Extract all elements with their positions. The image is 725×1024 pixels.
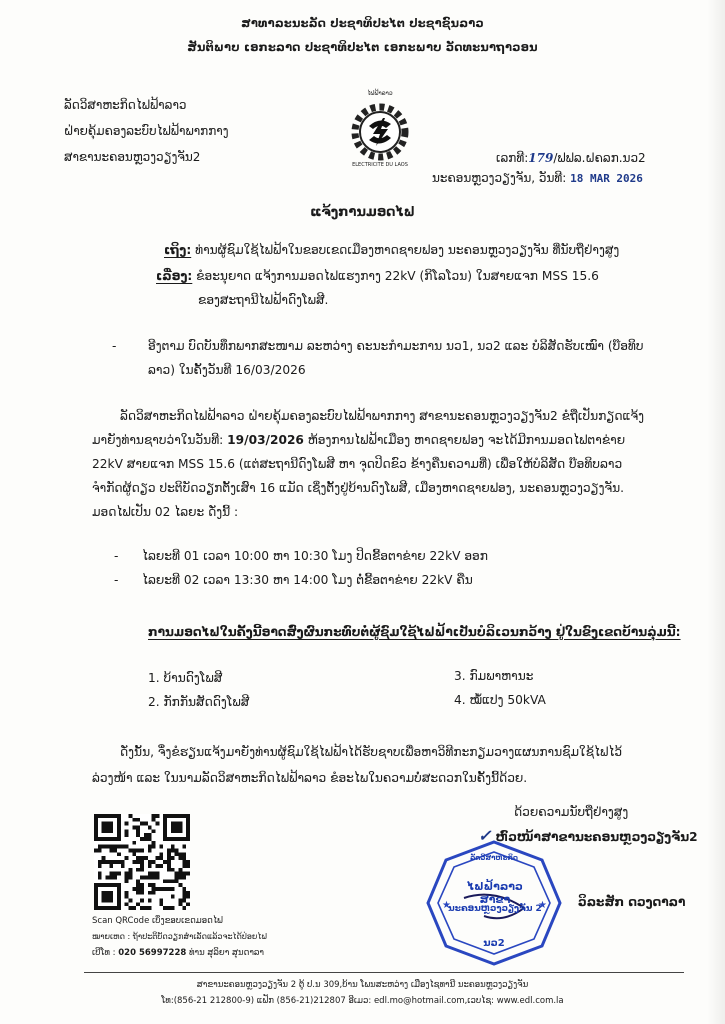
closing-line2: ລ່ວງໜ້າ ແລະ ໃນນາມລັດວິສາຫະກິດໄຟຟ້າລາວ ຂໍອະໄພໃນຄວາມບໍ່ສະດວກໃນຄັ້ງນີ້ດ້ວຍ. bbox=[92, 771, 528, 785]
body-line5: ມອດໄຟເປັນ 02 ໄລຍະ ດັ່ງນີ້ : bbox=[92, 505, 239, 519]
reference-date bbox=[432, 166, 643, 191]
to-text: ທ່ານຜູ້ຊົມໃຊ້ໄຟຟ້າໃນຂອບເຂດເມືອງຫາດຊາຍຟອງ ນະຄອນຫຼວງວຽງຈັນ ທີ່ນັບຖືຢ່າງສູງ bbox=[195, 243, 620, 257]
stamp-line2: ນະຄອນຫຼວງວຽງຈັນ 2 bbox=[448, 904, 542, 914]
national-header-line2: ສັນຕິພາບ ເອກະລາດ ປະຊາທິປະໄຕ ເອກະພາບ ວັດທະນາຖາວອນ bbox=[187, 40, 538, 54]
qr-code-icon[interactable] bbox=[94, 814, 190, 910]
stamp-top-text: ລັດວິສາຫະກິດ bbox=[470, 854, 518, 862]
body-line3: 22kV ສາຍແຈກ MSS 15.6 (ແຕ່ສະຖານີດົງໂພສີ ຫາ ຈຸດປິດຂົວ ຂ້າງຄືນຄວາມທີ່) ເພື່ອໃຫ້ບໍລິສັດ ບ໊ອທິບລາວ bbox=[92, 457, 623, 471]
period-item: - bbox=[114, 549, 119, 563]
logo-top-text: ໄຟຟ້າລາວ bbox=[367, 90, 393, 97]
qr-phone: 020 56997228 bbox=[118, 948, 187, 958]
qr-caption-3 bbox=[92, 948, 264, 958]
signature-mark-icon: ✓ bbox=[478, 826, 492, 845]
page-edge-shadow bbox=[707, 0, 725, 1024]
footer-divider bbox=[84, 972, 684, 973]
reference-number-value: 179 bbox=[528, 151, 554, 165]
svg-text:★: ★ bbox=[442, 900, 451, 911]
body-line2-post: ຫ້ອງການໄຟຟ້າເມືອງ ຫາດຊາຍຟອງ ຈະໄດ້ມີການມອດໄຟຕາຂ່າຍ bbox=[303, 433, 626, 447]
affected-item-2: 2. ກັກກັນສັດດົງໂພສີ bbox=[148, 695, 250, 709]
reference-note-bullet: - bbox=[112, 339, 117, 353]
period-item-2: ໄລຍະທີ 02 ເວລາ 13:30 ຫາ 14:00 ໂມງ ຕໍ່ຂີ້ອຕາຂ່າຍ 22kV ຄືນ bbox=[142, 573, 473, 587]
subject-label: ເລື່ອງ: bbox=[156, 269, 193, 283]
to-line bbox=[164, 238, 619, 262]
official-stamp bbox=[424, 838, 564, 968]
reference-note-line2: ລາວ) ໃນຄັ້ງວັນທີ 16/03/2026 bbox=[148, 363, 306, 377]
affected-item-3: 3. ກົມພາຫານະ bbox=[454, 669, 534, 683]
closing-line1: ດັ່ງນັ້ນ, ຈຶ່ງຂໍຮຽນແຈ້ງມາຍັງທ່ານຜູ້ຊົມໃຊ້ໄຟຟ້າໄດ້ຮັບຊາບເພື່ອຫາວິທີກະກຽມວາງແຜນການຊົມໃຊ້ໄຟໄວ້ bbox=[120, 745, 623, 759]
department-line1: ລັດວິສາຫະກິດໄຟຟ້າລາວ bbox=[64, 98, 187, 112]
subject-text-line1: ຂໍອະນຸຍາດ ແຈ້ງການມອດໄຟແຮງກາງ 22kV (ກິໂລໂວນ) ໃນສາຍແຈກ MSS 15.6 bbox=[196, 269, 599, 283]
footer-line1: ສາຂານະຄອນຫຼວງວຽງຈັນ 2 ຕູ້ ປ.ນ 309,ບ້ານ ໂພນສະຫວ່າງ ເມືອງໄຊທານີ ນະຄອນຫຼວງວຽງຈັນ bbox=[196, 980, 529, 990]
period-item-1: ໄລຍະທີ 01 ເວລາ 10:00 ຫາ 10:30 ໂມງ ປິດຂີ້ອຕາຂ່າຍ 22kV ອອກ bbox=[142, 549, 488, 563]
body-line4: ຈຳກັດຜູ້ດຽວ ປະຕິບັດວຽກຕັ້ງເສົາ 16 ແມັດ ເຊິ່ງຕັ້ງຢູ່ບ້ານດົງໂພສີ, ເມືອງຫາດຊາຍຟອງ, ນະຄອນຫຼວງວຽງຈັນ. bbox=[92, 481, 625, 495]
subject-line1 bbox=[156, 264, 599, 288]
footer-line2: ໂທ:(856-21 212800-9) ແຟັກ (856-21)212807 ອີເມວ: edl.mo@hotmail.com,ເວບໄຊ: www.edl.com.la bbox=[161, 996, 564, 1006]
affected-item-1: 1. ບ້ານດົງໂພສີ bbox=[148, 671, 223, 685]
signatory-name: ວິລະສັກ ດວງດາລາ bbox=[578, 895, 686, 909]
period-item: - bbox=[114, 573, 119, 587]
reference-date-label: ນະຄອນຫຼວງວຽງຈັນ, ວັນທີ: bbox=[432, 171, 567, 185]
affected-intro: ການມອດໄຟໃນຄັ້ງນີ້ອາດສົ່ງຜົນກະທົບຕໍ່ຜູ້ຊົມໃຊ້ໄຟຟ້າເປັນບໍລິເວນກວ້າງ ຢູ່ໃນຂົງເຂດບ້ານລຸ່ມນີ້: bbox=[148, 625, 681, 639]
national-header-line1: ສາທາລະນະລັດ ປະຊາທິປະໄຕ ປະຊາຊົນລາວ bbox=[241, 16, 484, 30]
subject-line2: ຂອງສະຖານີໄຟຟ້າດົງໂພສີ. bbox=[198, 293, 329, 307]
reference-number-label: ເລກທີ: bbox=[496, 151, 529, 165]
reference-note-line1: ອີງຕາມ ບົດບັນທຶກພາກສະໜາມ ລະຫວ່າງ ຄະນະກຳມະການ ນວ1, ນວ2 ແລະ ບໍລິສັດຮັບເໝົາ (ບ໊ອທິບ bbox=[148, 339, 644, 353]
affected-item-4: 4. ໝໍ້ແປງ 50kVA bbox=[454, 693, 546, 707]
body-line2-pre: ມາຍັງທ່ານຊາບວ່າໃນວັນທີ: bbox=[92, 433, 228, 447]
department-line2: ຝ່າຍຄຸ້ມຄອງລະບົບໄຟຟ້າພາກກາງ bbox=[64, 124, 229, 138]
department-line3: ສາຂານະຄອນຫຼວງວຽງຈັນ2 bbox=[64, 150, 201, 164]
body-line2-date: 19/03/2026 bbox=[227, 433, 304, 447]
stamp-line1: ໄຟຟ້າລາວ ສາຂາ bbox=[467, 880, 523, 906]
signature-position-text: ຫົວໜ້າສາຂານະຄອນຫຼວງວຽງຈັນ2 bbox=[495, 830, 698, 844]
qr-caption-1: Scan QRCode ເບິ່ງຂອບເຂດມອດໄຟ bbox=[92, 916, 223, 926]
body-line1: ລັດວິສາຫະກິດໄຟຟ້າລາວ ຝ່າຍຄຸ້ມຄອງລະບົບໄຟຟ້າພາກກາງ ສາຂານະຄອນຫຼວງວຽງຈັນ2 ຂໍຖືເປັນກຽດແຈ້ງ bbox=[120, 409, 645, 423]
svg-text:★: ★ bbox=[538, 900, 547, 911]
signature-respect: ດ້ວຍຄວາມນັບຖືຢ່າງສູງ bbox=[514, 805, 629, 819]
stamp-bottom-text: ນວ2 bbox=[483, 938, 505, 949]
reference-date-value: 18 MAR 2026 bbox=[570, 172, 643, 185]
qr-caption-2: ໝາຍເຫດ : ຖ້າປະຕິບັດວຽກສຳເລັດແລ້ວຈະໄດ້ປ່ອຍໄຟ bbox=[92, 932, 267, 941]
document-title: ແຈ້ງການມອດໄຟ bbox=[310, 205, 415, 220]
reference-number-suffix: /ຟຟລ.ຝຄລກ.ນວ2 bbox=[553, 151, 646, 165]
qr-caption-3-pre: ເບີໂທ : bbox=[92, 948, 119, 958]
to-label: ເຖິງ: bbox=[164, 243, 192, 257]
logo-bottom-text: ELECTRICITE DU LAOS bbox=[352, 162, 408, 168]
edl-gear-logo-icon bbox=[342, 90, 418, 170]
qr-caption-3-post: ທ່ານ ສຸລິຍາ ສຸນດາລາ bbox=[186, 948, 265, 958]
body-line2 bbox=[92, 428, 625, 452]
